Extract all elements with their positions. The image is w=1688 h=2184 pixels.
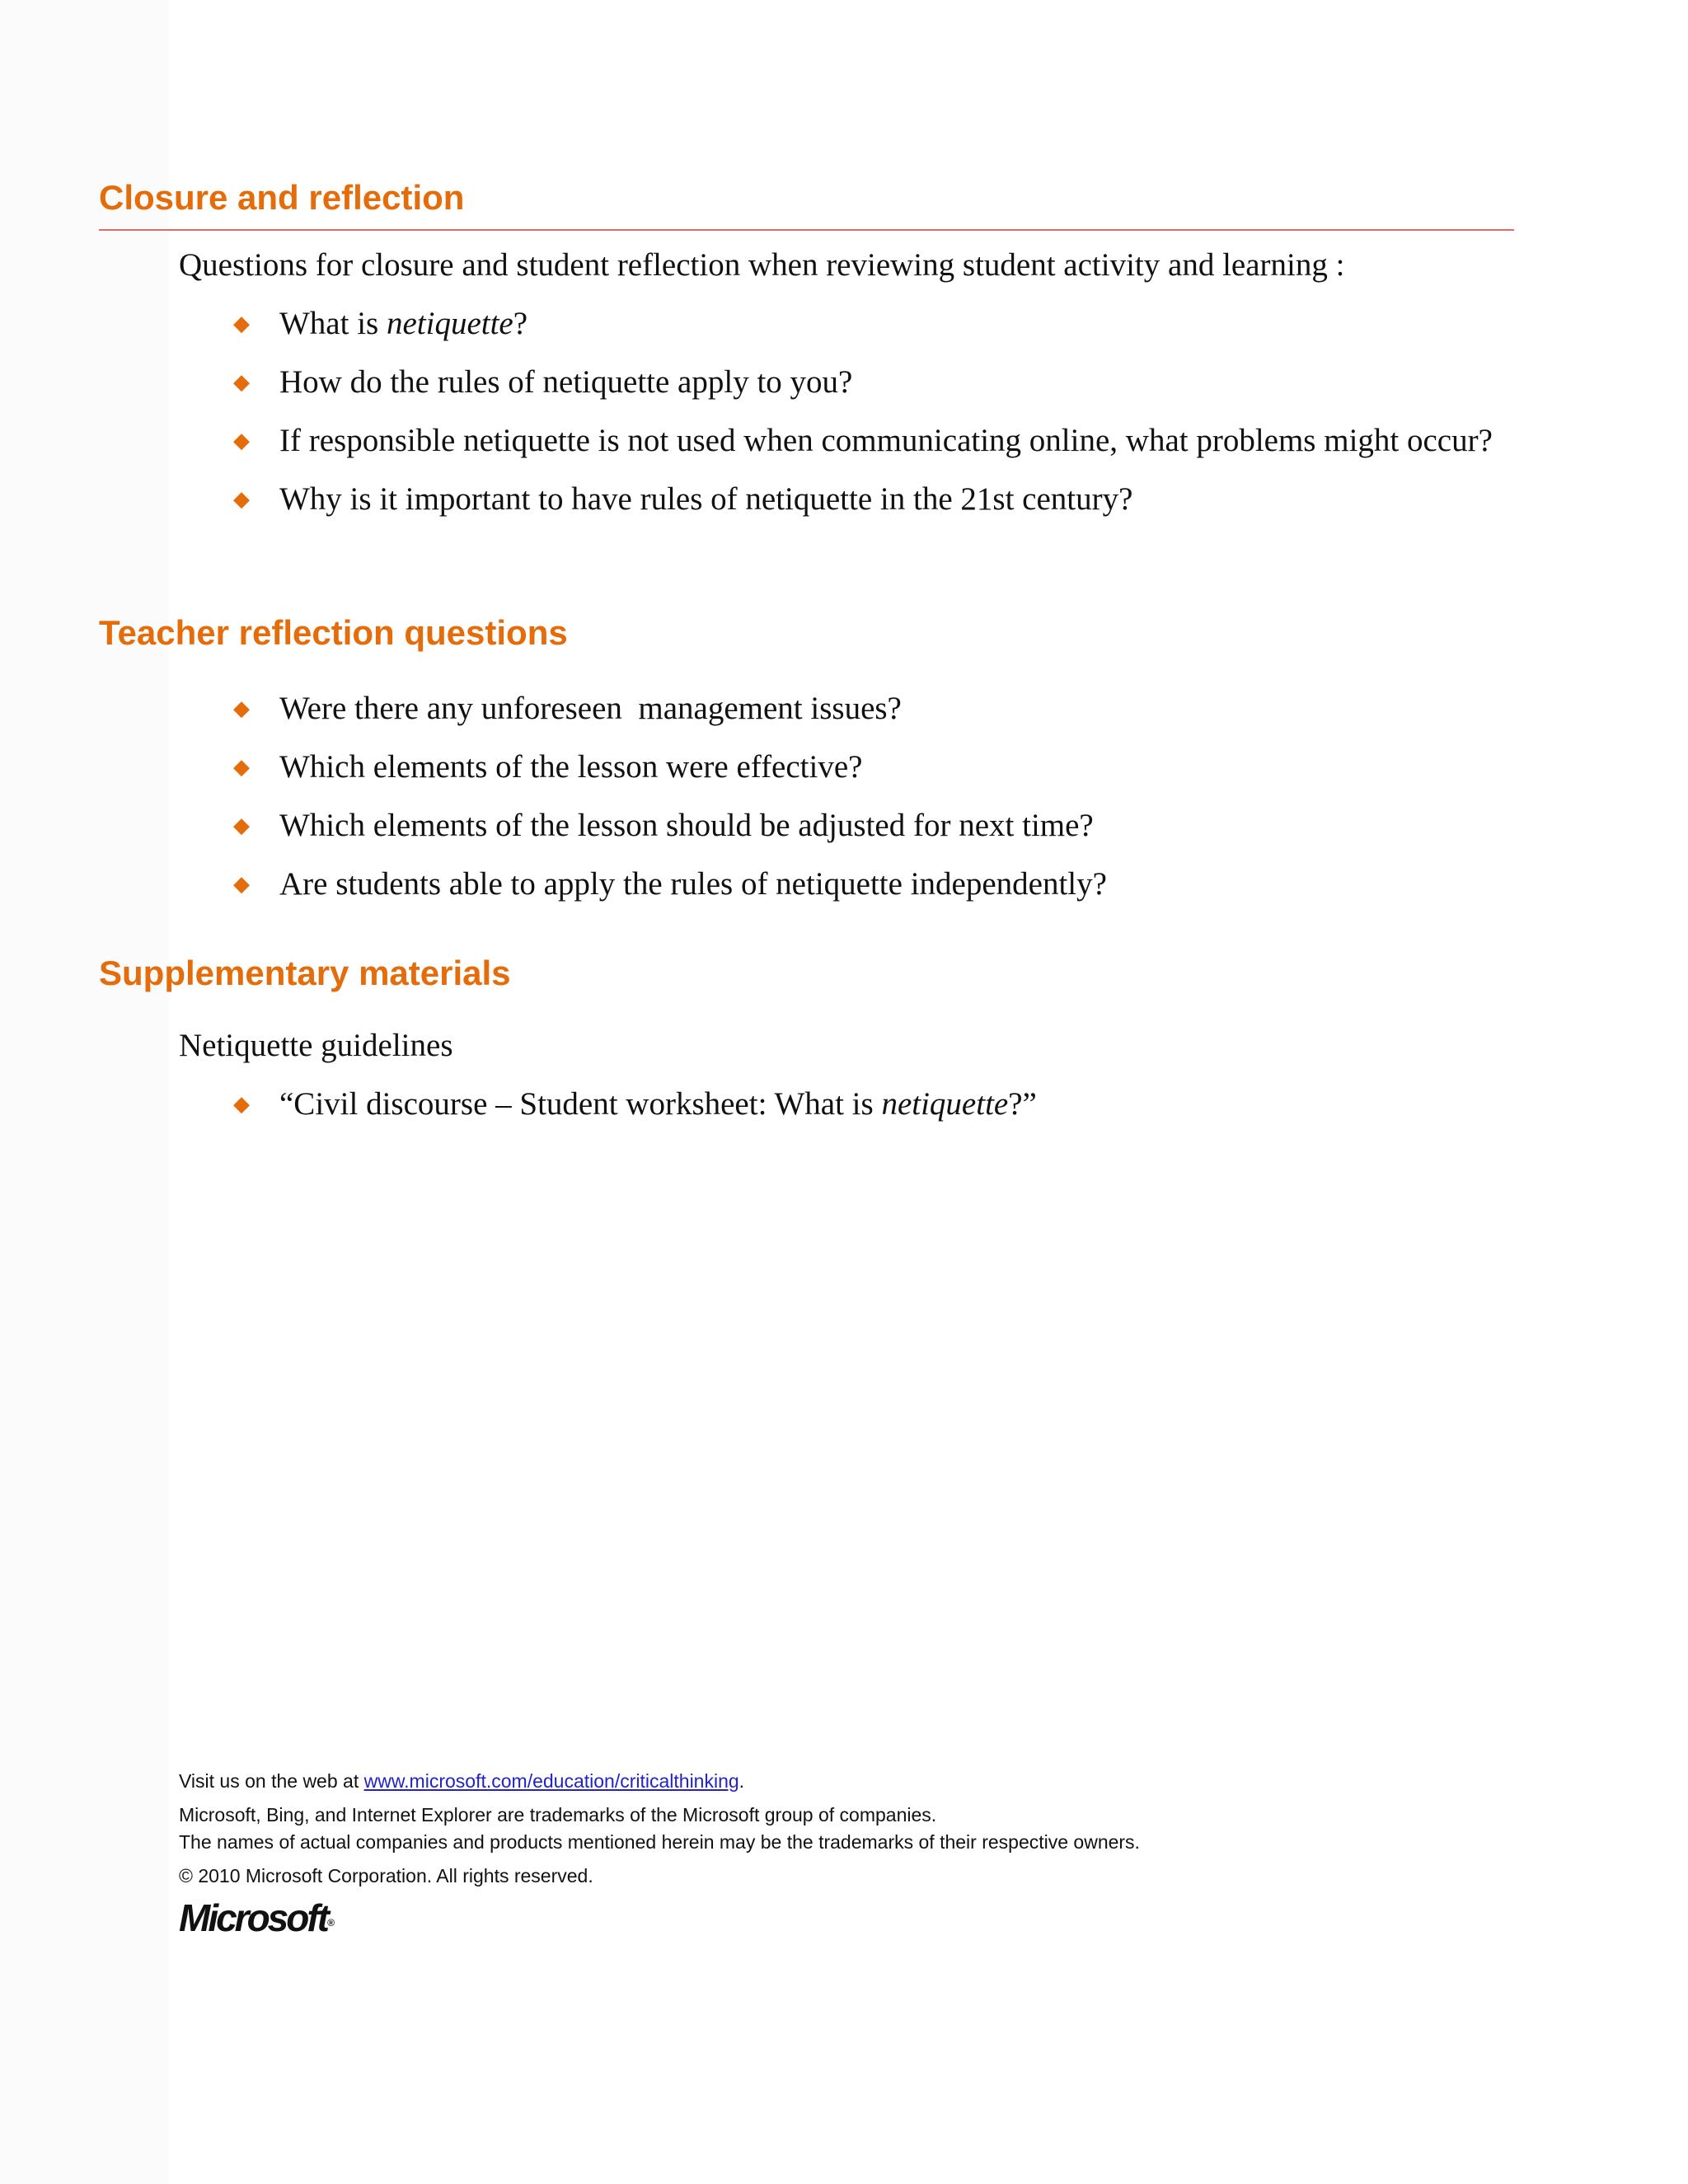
diamond-bullet-icon: ◆ — [233, 872, 250, 897]
visit-suffix: . — [738, 1770, 745, 1792]
diamond-bullet-icon: ◆ — [233, 755, 250, 780]
diamond-bullet-icon: ◆ — [233, 370, 250, 395]
trademark-line-2: The names of actual companies and products mentioned herein may be the trademarks of their respective owners. — [179, 1831, 1140, 1853]
bullet-text: Which elements of the lesson should be adjusted for next time? — [279, 808, 1094, 843]
microsoft-logo — [179, 1897, 335, 1938]
bullet-text: If responsible netiquette is not used when communicating online, what problems might occur? — [279, 423, 1493, 458]
heading-rule — [99, 229, 1514, 231]
diamond-bullet-icon: ◆ — [233, 429, 250, 453]
bullet-emphasis: netiquette — [881, 1086, 1009, 1122]
diamond-bullet-icon: ◆ — [233, 1092, 250, 1117]
list-item — [179, 747, 1514, 788]
list-item — [179, 420, 1514, 462]
critical-thinking-link[interactable]: www.microsoft.com/education/criticalthinking — [363, 1770, 739, 1792]
bullet-text: How do the rules of netiquette apply to you? — [279, 364, 853, 400]
list-item — [179, 805, 1514, 846]
supplementary-list — [179, 1084, 1514, 1142]
list-item — [179, 479, 1514, 520]
diamond-bullet-icon: ◆ — [233, 813, 250, 838]
supplementary-heading: Supplementary materials — [99, 954, 511, 992]
teacher-reflection-heading: Teacher reflection questions — [99, 613, 568, 652]
bullet-text: Were there any unforeseen management issues? — [279, 691, 902, 726]
supplementary-intro: Netiquette guidelines — [179, 1028, 453, 1063]
footer — [179, 1768, 1140, 1890]
closure-intro: Questions for closure and student reflection when reviewing student activity and learning : — [179, 247, 1345, 283]
closure-question-list — [179, 303, 1514, 537]
list-item — [179, 362, 1514, 403]
diamond-bullet-icon: ◆ — [233, 312, 250, 336]
visit-prefix: Visit us on the web at — [179, 1770, 364, 1792]
copyright-line: © 2010 Microsoft Corporation. All rights reserved. — [179, 1865, 593, 1886]
bullet-emphasis: netiquette — [386, 306, 513, 341]
list-item — [179, 303, 1514, 344]
diamond-bullet-icon: ◆ — [233, 696, 250, 721]
registered-mark: ® — [327, 1917, 335, 1929]
closure-heading: Closure and reflection — [99, 178, 465, 217]
diamond-bullet-icon: ◆ — [233, 487, 250, 512]
bullet-text-end: ?” — [1008, 1086, 1037, 1122]
list-item — [179, 688, 1514, 729]
trademark-line-1: Microsoft, Bing, and Internet Explorer are trademarks of the Microsoft group of companies. — [179, 1804, 937, 1825]
list-item — [179, 1084, 1514, 1125]
list-item — [179, 864, 1514, 905]
bullet-text: Why is it important to have rules of netiquette in the 21st century? — [279, 481, 1133, 517]
bullet-text: Which elements of the lesson were effective? — [279, 749, 863, 785]
teacher-question-list — [179, 688, 1514, 922]
bullet-text: Are students able to apply the rules of netiquette independently? — [279, 866, 1107, 902]
visit-line — [179, 1768, 1140, 1795]
logo-wordmark: Microsoft — [179, 1896, 327, 1939]
bullet-text: “Civil discourse – Student worksheet: What is — [279, 1086, 882, 1122]
bullet-text: What is — [279, 306, 387, 341]
bullet-text-end: ? — [513, 306, 528, 341]
